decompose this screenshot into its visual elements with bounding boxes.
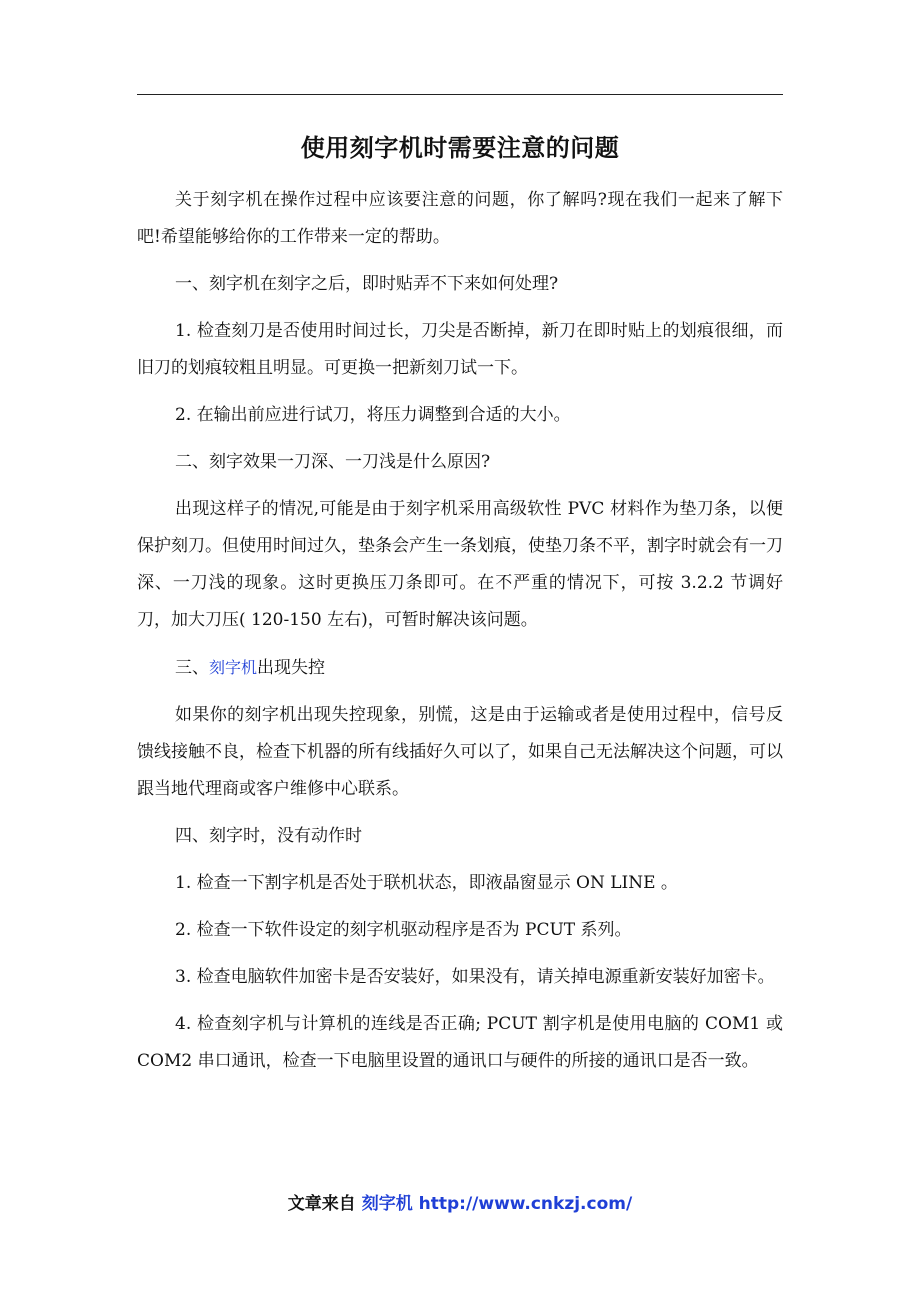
footer-prefix: 文章来自 bbox=[287, 1194, 356, 1214]
section-4-item-3: 3. 检查电脑软件加密卡是否安装好，如果没有，请关掉电源重新安装好加密卡。 bbox=[175, 967, 775, 987]
section-1-item-1: 1. 检查刻刀是否使用时间过长，刀尖是否断掉，新刀在即时贴上的划痕很细，而旧刀的划痕较粗且明显。可更换一把新刻刀试一下。 bbox=[137, 321, 783, 378]
article-body bbox=[137, 182, 783, 1090]
section-3-paragraph: 如果你的刻字机出现失控现象，别慌，这是由于运输或者是使用过程中，信号反馈线接触不良，检查下机器的所有线插好久可以了，如果自己无法解决这个问题，可以跟当地代理商或客户维修中心联系。 bbox=[137, 705, 783, 799]
footer-site-link[interactable]: 刻字机 bbox=[361, 1194, 413, 1214]
section-4-item-1: 1. 检查一下割字机是否处于联机状态，即液晶窗显示 ON LINE 。 bbox=[175, 873, 678, 893]
section-1-item-2: 2. 在输出前应进行试刀，将压力调整到合适的大小。 bbox=[175, 405, 571, 425]
section-1-heading: 一、刻字机在刻字之后，即时贴弄不下来如何处理? bbox=[175, 274, 559, 294]
page-title: 使用刻字机时需要注意的问题 bbox=[300, 134, 620, 162]
section-4-item-2: 2. 检查一下软件设定的刻字机驱动程序是否为 PCUT 系列。 bbox=[175, 920, 632, 940]
section-3-heading bbox=[137, 649, 783, 687]
section-2-paragraph: 出现这样子的情况,可能是由于刻字机采用高级软性 PVC 材料作为垫刀条，以便保护刻刀。但使用时间过久，垫条会产生一条划痕，使垫刀条不平，割字时就会有一刀深、一刀浅的现象。这时更换压刀条即可。在不严重的情况下，可按 3.2.2 节调好刀，加大刀压( 120-150 左右)，可暂时解决该问题。 bbox=[137, 499, 783, 630]
intro-paragraph: 关于刻字机在操作过程中应该要注意的问题，你了解吗?现在我们一起来了解下吧!希望能够给你的工作带来一定的帮助。 bbox=[137, 190, 783, 247]
section-4-item-4: 4. 检查刻字机与计算机的连线是否正确; PCUT 割字机是使用电脑的 COM1 或 COM2 串口通讯，检查一下电脑里设置的通讯口与硬件的所接的通讯口是否一致。 bbox=[137, 1014, 783, 1071]
footer-url-link[interactable]: http://www.cnkzj.com/ bbox=[418, 1194, 633, 1214]
section-2-heading: 二、刻字效果一刀深、一刀浅是什么原因? bbox=[175, 452, 491, 472]
section-3-heading-prefix: 三、 bbox=[175, 658, 209, 678]
footer-source bbox=[137, 1189, 783, 1219]
section-4-heading: 四、刻字时，没有动作时 bbox=[175, 826, 362, 846]
section-3-heading-suffix: 出现失控 bbox=[257, 658, 326, 678]
section-3-heading-link[interactable]: 刻字机 bbox=[209, 658, 258, 677]
header-rule bbox=[137, 94, 783, 95]
